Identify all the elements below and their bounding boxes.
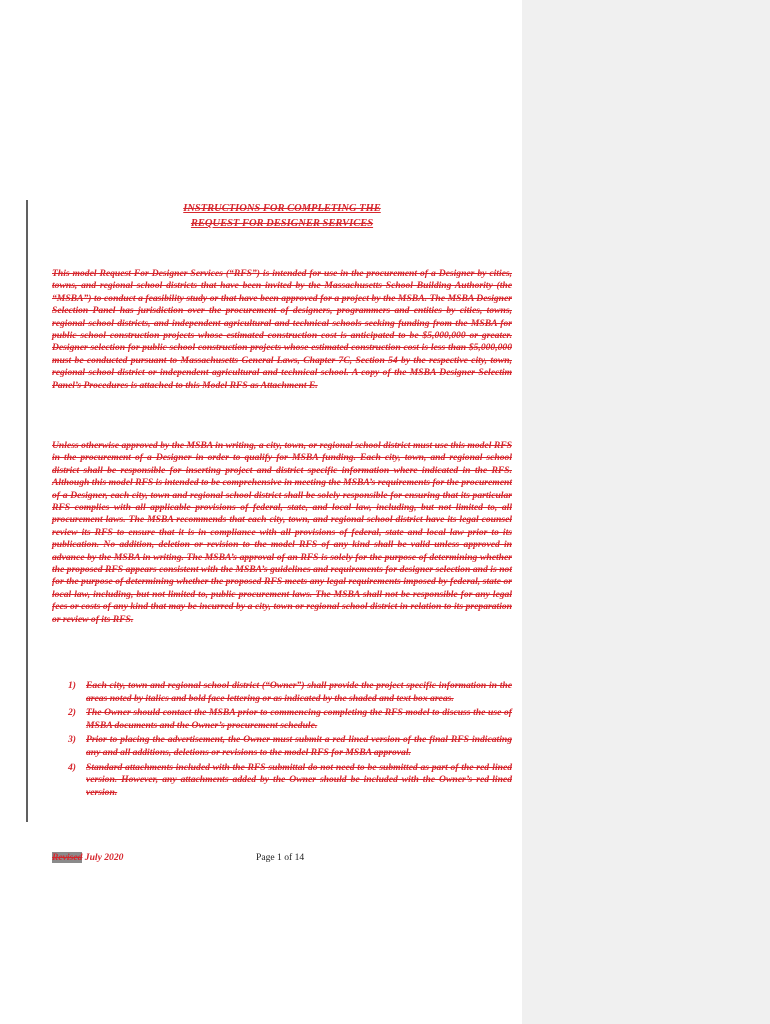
revision-date: July 2020 [84, 852, 124, 863]
footer-revision [52, 852, 123, 863]
list-number: 2) [68, 707, 76, 719]
heading-line-2: REQUEST FOR DESIGNER SERVICES [190, 218, 374, 229]
heading-line-1: INSTRUCTIONS FOR COMPLETING THE [183, 203, 381, 214]
list-item [52, 707, 512, 732]
list-text: Each city, town and regional school district (“Owner”) shall provide the project specific information in the areas noted by italics and bold face lettering or as indicated by the shaded and text box areas. [86, 680, 512, 704]
list-text: Prior to placing the advertisement, the Owner must submit a red-lined version of the final RFS indicating any and all additions, deletions or revisions to the model RFS for MSBA approval. [86, 734, 512, 758]
comment-pane [522, 0, 770, 1024]
paragraph-approval: Unless otherwise approved by the MSBA in writing, a city, town, or regional school district must use this model RFS in the procurement of a Designer in order to qualify for MSBA funding. Each city, town, and regional school district shall be responsible for inserting project and district specific information where indicated in the RFS. Although this model RFS is intended to be comprehensive in meeting the MSBA’s requirements for the procurement of a Designer, each city, town and regional school district shall be solely responsible for ensuring that its particular RFS complies with all applicable provisions of federal, state, and local law, including, but not limited to, all procurement laws. The MSBA recommends that each city, town, and regional school district have its legal counsel review its RFS to ensure that it is in compliance with all provisions of federal, state and local law prior to its publication. No addition, deletion or revision to the model RFS of any kind shall be valid unless approved in advance by the MSBA in writing. The MSBA’s approval of an RFS is solely for the purpose of determining whether the proposed RFS appears consistent with the MSBA’s guidelines and requirements for designer selection and is not for the purpose of determining whether the proposed RFS meets any legal requirements imposed by federal, state or local law, including, but not limited to, public procurement laws. The MSBA shall not be responsible for any legal fees or costs of any kind that may be incurred by a city, town or regional school district in relation to its preparation or review of its RFS. [52, 440, 512, 625]
list-number: 4) [68, 761, 76, 773]
list-text: Standard attachments included with the RFS submittal do not need to be submitted as part of the red-lined version. However, any attachments added by the Owner should be included with the Owner’s red-lined version. [86, 761, 512, 798]
list-number: 1) [68, 680, 76, 691]
list-item [52, 762, 512, 800]
list-item [52, 680, 512, 705]
revised-label: Revised [52, 852, 83, 863]
page-number: Page 1 of 14 [256, 852, 305, 863]
list-text: The Owner should contact the MSBA prior to commencing completing the RFS model to discuss the use of MSBA documents and the Owner’s procurement schedule. [86, 707, 512, 731]
list-item [52, 734, 512, 759]
list-number: 3) [68, 734, 76, 746]
instruction-list [52, 680, 512, 801]
paragraph-intro: This model Request For Designer Services (“RFS”) is intended for use in the procurement of a Designer by cities, towns, and regional school districts that have been invited by the Massachusetts School Building Authority (the “MSBA”) to conduct a feasibility study or that have been approved for a project by the MSBA. The MSBA Designer Selection Panel has jurisdiction over the procurement of designers, programmers and entities by cities, towns, regional school districts, and independent agricultural and technical schools seeking funding from the MSBA for public school construction projects whose estimated construction cost is anticipated to be $5,000,000 or greater. Designer selection for public school construction projects whose estimated construction cost is less than $5,000,000 must be conducted pursuant to Massachusetts General Laws, Chapter 7C, Section 54 by the respective city, town, regional school district or independent agricultural and technical school. A copy of the MSBA Designer Selectim Panel’s Procedures is attached to this Model RFS as Attachment E. [52, 268, 512, 391]
change-bar [26, 200, 28, 822]
